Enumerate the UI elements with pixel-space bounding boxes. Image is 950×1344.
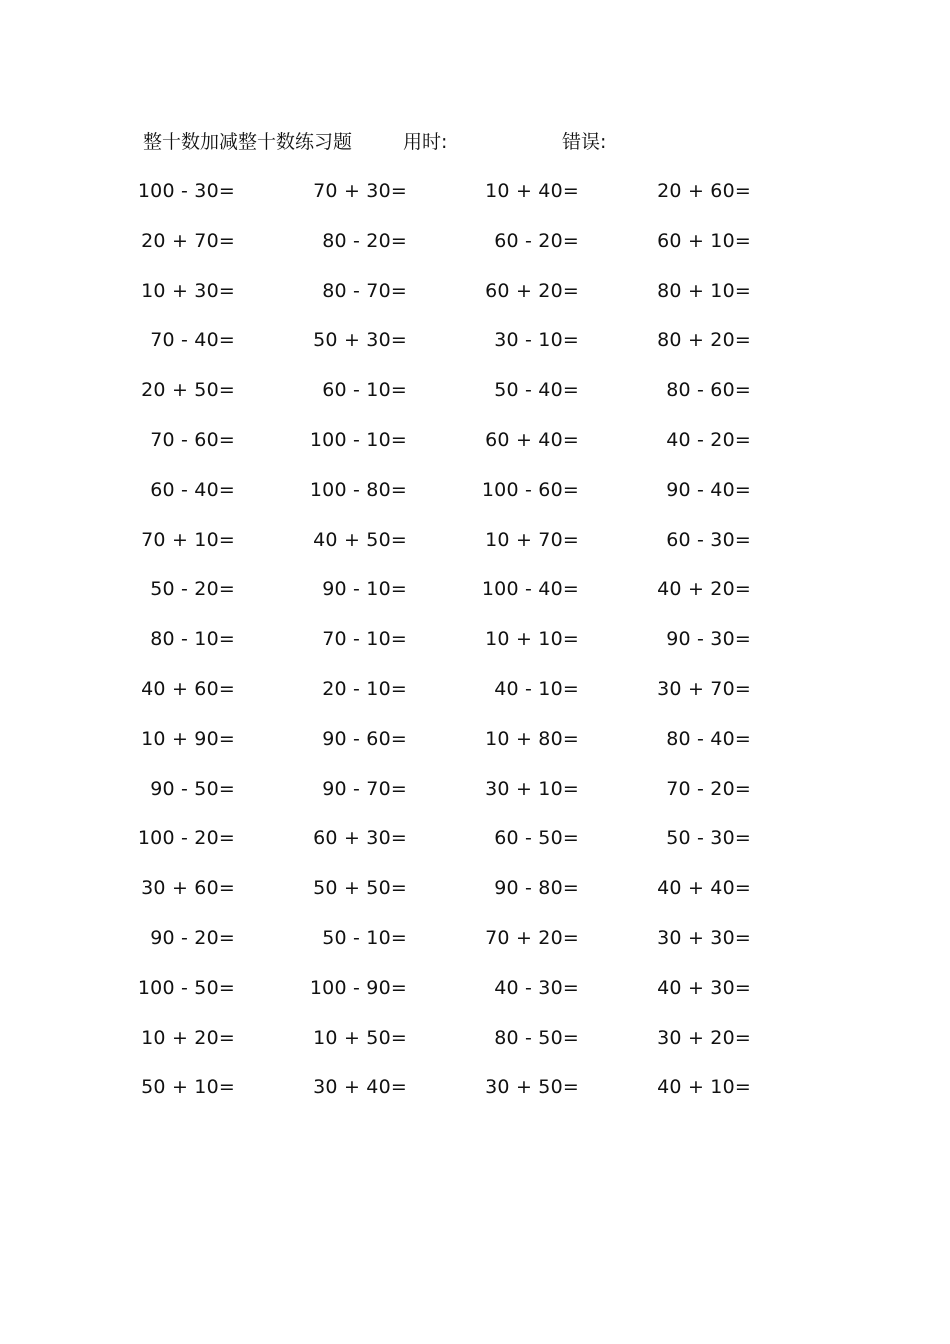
math-problem: 10 + 80=: [485, 727, 579, 750]
math-problem: 70 + 30=: [313, 180, 407, 202]
math-problem: 30 + 60=: [141, 877, 235, 900]
math-problem: 70 - 10=: [322, 628, 407, 651]
problem-row: [0, 525, 950, 575]
problem-row: [0, 873, 950, 923]
math-problem: 60 + 40=: [485, 428, 579, 451]
math-problem: 40 + 10=: [657, 1076, 751, 1099]
math-problem: 90 - 10=: [322, 578, 407, 601]
math-problem: 40 + 20=: [657, 578, 751, 601]
math-problem: 90 - 70=: [322, 777, 407, 800]
math-problem: 10 + 70=: [485, 528, 579, 551]
math-problem: 90 - 80=: [494, 877, 579, 900]
math-problem: 10 + 40=: [485, 180, 579, 202]
worksheet-title: 整十数加减整十数练习题: [143, 131, 353, 153]
math-problem: 40 + 30=: [657, 976, 751, 999]
math-problem: 60 + 30=: [313, 827, 407, 850]
problem-row: [0, 823, 950, 873]
math-problem: 80 - 20=: [322, 229, 407, 252]
time-used-label: 用时:: [403, 131, 448, 153]
math-problem: 50 - 20=: [150, 578, 235, 601]
problem-row: [0, 774, 950, 824]
math-problem: 60 - 30=: [666, 528, 751, 551]
math-problem: 10 + 30=: [141, 279, 235, 302]
math-problem: 20 + 60=: [657, 180, 751, 202]
math-problem: 50 - 40=: [494, 379, 579, 402]
problem-row: [0, 425, 950, 475]
math-problem: 40 + 50=: [313, 528, 407, 551]
math-problem: 80 + 10=: [657, 279, 751, 302]
math-problem: 100 - 30=: [137, 180, 235, 202]
problem-row: [0, 624, 950, 674]
problem-row: [0, 923, 950, 973]
math-problem: 100 - 10=: [309, 428, 407, 451]
math-problem: 70 - 20=: [666, 777, 751, 800]
math-problem: 90 - 30=: [666, 628, 751, 651]
math-problem: 10 + 10=: [485, 628, 579, 651]
math-problem: 100 - 90=: [309, 976, 407, 999]
math-problem: 100 - 60=: [481, 478, 579, 501]
problem-row: [0, 574, 950, 624]
math-problem: 20 + 70=: [141, 229, 235, 252]
math-problem: 80 - 70=: [322, 279, 407, 302]
problem-row: [0, 1023, 950, 1073]
math-problem: 70 - 60=: [150, 428, 235, 451]
math-problem: 60 - 20=: [494, 229, 579, 252]
problem-row: [0, 724, 950, 774]
math-problem: 80 + 20=: [657, 329, 751, 352]
math-problem: 50 - 30=: [666, 827, 751, 850]
math-problem: 30 + 40=: [313, 1076, 407, 1099]
math-problem: 20 + 50=: [141, 379, 235, 402]
math-problem: 70 - 40=: [150, 329, 235, 352]
math-problem: 40 + 60=: [141, 677, 235, 700]
math-problem: 40 + 40=: [657, 877, 751, 900]
errors-label: 错误:: [562, 131, 607, 153]
math-problem: 100 - 20=: [137, 827, 235, 850]
math-problem: 60 + 20=: [485, 279, 579, 302]
problem-row: [0, 226, 950, 276]
math-problem: 50 + 50=: [313, 877, 407, 900]
math-problem: 100 - 40=: [481, 578, 579, 601]
math-problem: 100 - 50=: [137, 976, 235, 999]
problem-row: [0, 325, 950, 375]
math-problem: 40 - 20=: [666, 428, 751, 451]
math-problem: 60 - 10=: [322, 379, 407, 402]
problem-grid: [0, 176, 950, 1122]
problem-row: [0, 375, 950, 425]
math-problem: 80 - 50=: [494, 1026, 579, 1049]
math-problem: 30 + 10=: [485, 777, 579, 800]
problem-row: [0, 176, 950, 226]
math-problem: 30 + 50=: [485, 1076, 579, 1099]
math-problem: 10 + 20=: [141, 1026, 235, 1049]
math-problem: 80 - 60=: [666, 379, 751, 402]
math-problem: 60 - 50=: [494, 827, 579, 850]
math-problem: 50 + 30=: [313, 329, 407, 352]
math-problem: 40 - 30=: [494, 976, 579, 999]
math-problem: 70 + 10=: [141, 528, 235, 551]
problem-row: [0, 674, 950, 724]
math-problem: 10 + 90=: [141, 727, 235, 750]
math-problem: 60 + 10=: [657, 229, 751, 252]
problem-row: [0, 1072, 950, 1122]
math-problem: 90 - 40=: [666, 478, 751, 501]
math-problem: 30 + 70=: [657, 677, 751, 700]
math-problem: 80 - 10=: [150, 628, 235, 651]
math-problem: 30 + 20=: [657, 1026, 751, 1049]
math-problem: 20 - 10=: [322, 677, 407, 700]
math-problem: 10 + 50=: [313, 1026, 407, 1049]
problem-row: [0, 475, 950, 525]
math-problem: 30 - 10=: [494, 329, 579, 352]
math-problem: 90 - 20=: [150, 926, 235, 949]
math-problem: 100 - 80=: [309, 478, 407, 501]
math-problem: 30 + 30=: [657, 926, 751, 949]
problem-row: [0, 276, 950, 326]
problem-row: [0, 973, 950, 1023]
math-problem: 40 - 10=: [494, 677, 579, 700]
math-problem: 50 + 10=: [141, 1076, 235, 1099]
math-problem: 70 + 20=: [485, 926, 579, 949]
math-problem: 90 - 50=: [150, 777, 235, 800]
math-problem: 50 - 10=: [322, 926, 407, 949]
math-problem: 60 - 40=: [150, 478, 235, 501]
math-problem: 80 - 40=: [666, 727, 751, 750]
math-problem: 90 - 60=: [322, 727, 407, 750]
